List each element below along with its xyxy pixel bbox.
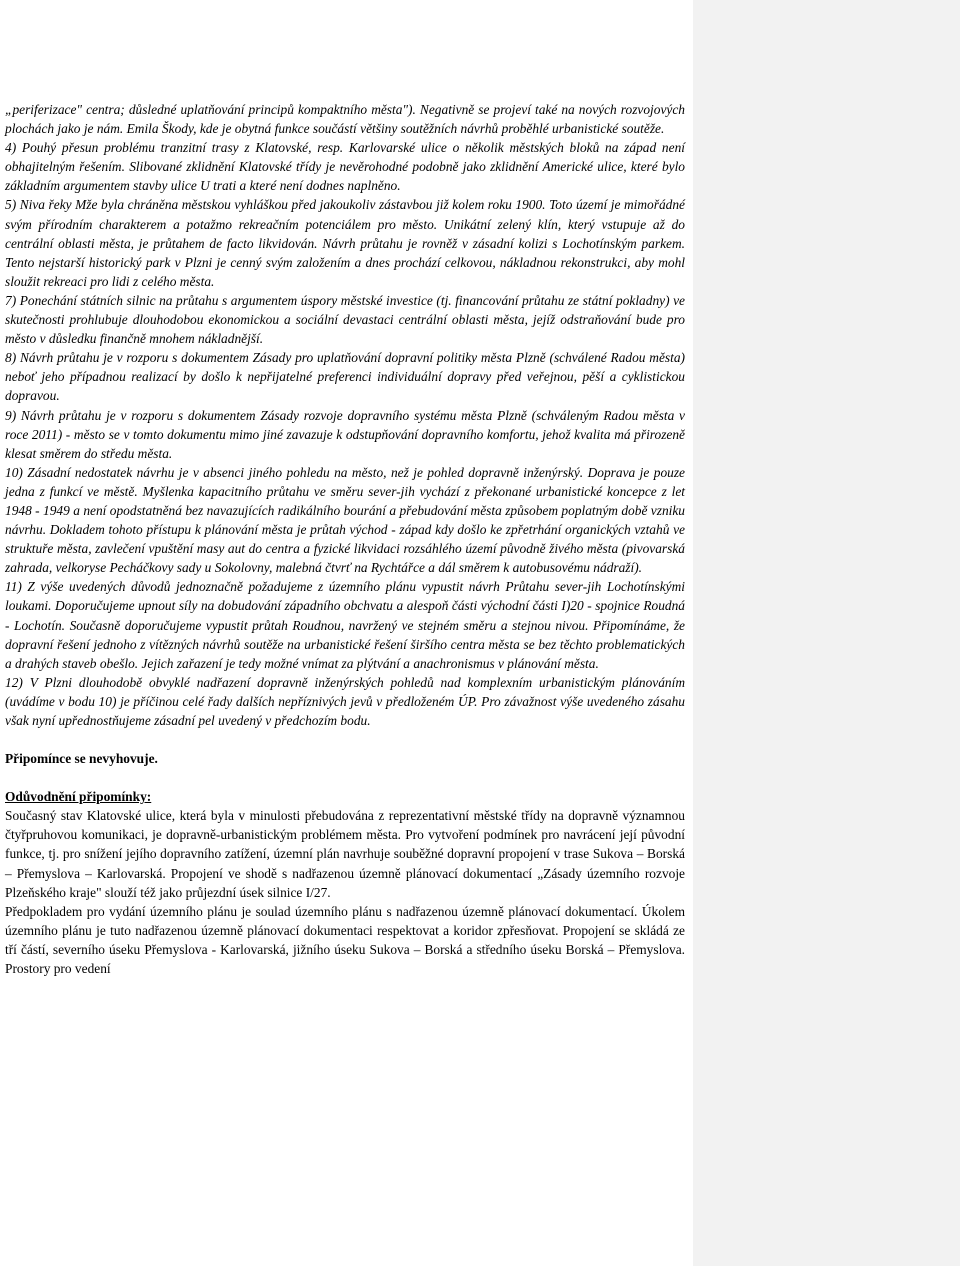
paragraph-point-10: 10) Zásadní nedostatek návrhu je v absenci jiného pohledu na město, než je pohled dopravně inženýrský. Doprava je pouze jedna z funkcí ve městě. Myšlenka kapacitního průtahu ve směru sever-jih vychází z překonané urbanistické koncepce z let 1948 - 1949 a není opodstatněná bez navazujících radikálního bourání a přebudování města způsobem poplatným době vzniku návrhu. Dokladem tohoto přístupu k plánování města je průtah východ - západ kdy došlo ke zpřetrhání organických vztahů ve struktuře města, zavlečení vpuštění masy aut do centra a fyzické likvidaci rozsáhlého území původně živého města (pivovarská zahrada, velkoryse Pecháčkovy sady u Sokolovny, malebná čtvrť na Rychtářce a dál směrem k autobusovému nádraží).	[5, 464, 685, 576]
paragraph-intro: „periferizace" centra; důsledné uplatňování principů kompaktního města"). Negativně se projeví také na nových rozvojových plochách jako je nám. Emila Škody, kde je obytná funkce součástí většiny soutěžních návrhů proběhlé urbanistické soutěže.	[5, 102, 685, 137]
reasoning-paragraph-2: Předpokladem pro vydání územního plánu je soulad územního plánu s nadřazenou územně plánovací dokumentací. Úkolem územního plánu je tuto nadřazenou územně plánovací dokumentaci respektovat a koridor zpřesňovat. Propojení se skládá ze tří částí, severního úseku Přemyslova - Karlovarská, jižního úseku Sukova – Borská a středního úseku Borská – Přemyslova. Prostory pro vedení	[5, 903, 685, 977]
reasoning-heading: Odůvodnění připomínky:	[5, 789, 152, 805]
paragraph-point-8: 8) Návrh průtahu je v rozporu s dokumentem Zásady pro uplatňování dopravní politiky města Plzně (schválené Radou města) neboť jeho případnou realizací by došlo k nepřijatelné preferenci individuální dopravy před veřejnou, pěší a cyklistickou dopravou.	[5, 350, 685, 404]
paragraph-point-5: 5) Niva řeky Mže byla chráněna městskou vyhláškou před jakoukoliv zástavbou již kolem roku 1900. Toto území je mimořádné svým přírodním charakterem a potažmo rekreačním potenciálem pro město. Unikátní zelený klín, který vstupuje až do centrální oblasti města, je průtahem de facto likvidován. Návrh průtahu je rovněž v zásadní kolizi s Lochotínským parkem. Tento nejstarší historický park v Plzni je cenný svým založením a dnes prochází celkovou, nákladnou rekonstrukci, aby mohl sloužit rekreaci pro lidi z celého města.	[5, 197, 685, 289]
paragraph-point-4: 4) Pouhý přesun problému tranzitní trasy z Klatovské, resp. Karlovarské ulice o několik městských bloků na západ není obhajitelným řešením. Slibované zklidnění Klatovské třídy je nevěrohodné podobně jako zklidnění Americké ulice, které bylo základním argumentem stavby ulice U trati a které není dodnes naplněno.	[5, 140, 685, 194]
comment-sidebar	[693, 0, 960, 1266]
reasoning-paragraph-1: Současný stav Klatovské ulice, která byla v minulosti přebudována z reprezentativní městské třídy na dopravně významnou čtyřpruhovou komunikaci, je dopravně-urbanistickým problémem města. Pro vytvoření podmínek pro navrácení její původní funkce, tj. pro snížení jejího dopravního zatížení, územní plán navrhuje souběžné dopravní propojení v trase Sukova – Borská – Přemyslova – Karlovarská. Propojení ve shodě s nadřazenou územně plánovací dokumentací „Zásady územního rozvoje Plzeňského kraje" slouží též jako průjezdní úsek silnice I/27.	[5, 808, 685, 900]
paragraph-point-7: 7) Ponechání státních silnic na průtahu s argumentem úspory městské investice (tj. financování průtahu ze státní pokladny) ve skutečnosti prohlubuje dlouhodobou ekonomickou a sociální devastaci centrální oblasti města, jejíž odstraňování bude pro město v důsledku finančně mnohem nákladnější.	[5, 292, 685, 347]
paragraph-point-11: 11) Z výše uvedených důvodů jednoznačně požadujeme z územního plánu vypustit návrh Průtahu sever-jih Lochotínskými loukami. Doporučujeme upnout síly na dobudování západního obchvatu a alespoň části východní části I)20 - spojnice Roudná - Lochotín. Současně doporučujeme vypustit průtah Roudnou, navržený ve stejném směru a stejnou nivou. Připomínáme, že dopravní řešení jednoho z vítězných návrhů soutěže na urbanistické řešení širšího centra města se bez těchto problematických a drahých staveb obešlo. Jejich zařazení je tedy možné vnímat za plýtvání a anachronismus v plánování města.	[5, 579, 685, 671]
paragraph-point-12: 12) V Plzni dlouhodobě obvyklé nadřazení dopravně inženýrských pohledů nad komplexním urbanistickým plánováním (uvádíme v bodu 10) je příčinou celé řady dalších nepříznivých jevů v předloženém ÚP. Pro závažnost výše uvedeného zásahu však nyní upřednostňujeme zásadní pel uvedený v předchozím bodu.	[5, 674, 685, 728]
paragraph-point-9: 9) Návrh průtahu je v rozporu s dokumentem Zásady rozvoje dopravního systému města Plzně (schváleným Radou města v roce 2011) - město se v tomto dokumentu mimo jiné zavazuje k odstupňování dopravního komfortu, jehož kvalita má přirozeně klesat směrem do středu města.	[5, 407, 685, 461]
resolution-statement: Připomínce se nevyhovuje.	[5, 751, 158, 767]
italic-section	[5, 100, 685, 730]
document-body	[5, 100, 685, 978]
